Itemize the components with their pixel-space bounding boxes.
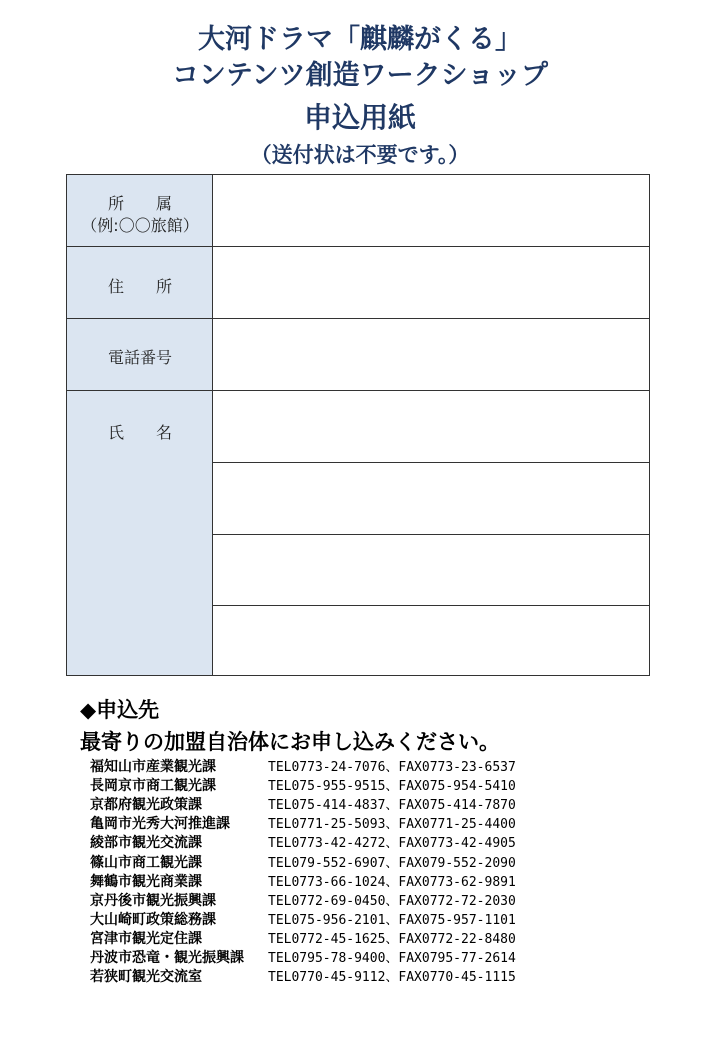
address-label: 住 所	[107, 277, 172, 296]
form-title-line2: コンテンツ創造ワークショップ	[171, 60, 549, 91]
contact-tel-fax: TEL0772-45-1625、FAX0772-22-8480	[268, 931, 516, 947]
contact-tel-fax: TEL0773-42-4272、FAX0773-42-4905	[268, 836, 516, 852]
contact-dept: 福知山市産業観光課	[90, 759, 216, 775]
contact-row	[90, 911, 516, 930]
name-input-area-3[interactable]	[213, 535, 649, 605]
contact-tel-fax: TEL0773-24-7076、FAX0773-23-6537	[268, 760, 516, 775]
contact-dept: 長岡京市商工観光課	[90, 778, 216, 795]
contact-tel-fax: TEL079-552-6907、FAX079-552-2090	[268, 855, 516, 871]
contact-dept: 篠山市商工観光課	[90, 854, 202, 871]
affiliation-label: 所 属	[107, 194, 172, 213]
contact-row	[90, 815, 516, 834]
contact-row	[90, 834, 516, 853]
name-input-area-4[interactable]	[213, 606, 649, 675]
contact-tel-fax: TEL075-955-9515、FAX075-954-5410	[268, 779, 516, 795]
contact-dept: 丹波市恐竜・観光振興課	[90, 950, 244, 966]
contact-tel-fax: TEL0795-78-9400、FAX0795-77-2614	[268, 951, 516, 966]
phone-input-area[interactable]	[213, 319, 649, 390]
contact-row	[90, 968, 516, 987]
contact-dept: 舞鶴市観光商業課	[90, 873, 202, 890]
phone-label: 電話番号	[107, 348, 172, 367]
affiliation-example: （例:〇〇旅館）	[81, 216, 199, 235]
contact-row	[90, 892, 516, 911]
contact-tel-fax: TEL0771-25-5093、FAX0771-25-4400	[268, 817, 516, 833]
application-form-table	[66, 174, 650, 676]
contact-dept: 京丹後市観光振興課	[90, 892, 216, 909]
affiliation-input-area[interactable]	[213, 175, 649, 246]
form-title-note: （送付状は不要です。）	[250, 142, 470, 167]
contact-tel-fax: TEL0770-45-9112、FAX0770-45-1115	[268, 970, 516, 986]
contact-tel-fax: TEL0772-69-0450、FAX0772-72-2030	[268, 893, 516, 909]
address-input-area[interactable]	[213, 247, 649, 318]
contact-dept: 宮津市観光定住課	[90, 930, 202, 947]
contact-tel-fax: TEL0773-66-1024、FAX0773-62-9891	[268, 874, 516, 890]
name-label: 氏 名	[107, 423, 172, 442]
contact-row	[90, 796, 516, 815]
form-title-line1: 大河ドラマ「麒麟がくる」	[198, 24, 522, 55]
form-title-line3: 申込用紙	[303, 101, 416, 134]
contact-row	[90, 854, 516, 873]
contact-tel-fax: TEL075-956-2101、FAX075-957-1101	[268, 912, 516, 928]
contact-dept: 若狭町観光交流室	[90, 969, 202, 986]
contact-dept: 綾部市観光交流課	[90, 835, 202, 852]
contact-dept: 京都府観光政策課	[90, 797, 202, 814]
contact-row	[90, 758, 516, 777]
contact-row	[90, 949, 516, 968]
name-input-area-1[interactable]	[213, 391, 649, 462]
contact-dept: 大山崎町政策総務課	[90, 911, 216, 928]
contact-dept: 亀岡市光秀大河推進課	[90, 816, 230, 833]
contact-tel-fax: TEL075-414-4837、FAX075-414-7870	[268, 798, 516, 814]
contact-row	[90, 873, 516, 892]
apply-instruction: 最寄りの加盟自治体にお申し込みください。	[80, 730, 500, 754]
contact-row	[90, 777, 516, 796]
apply-heading: ◆申込先	[80, 698, 160, 722]
contact-row	[90, 930, 516, 949]
name-input-area-2[interactable]	[213, 463, 649, 534]
